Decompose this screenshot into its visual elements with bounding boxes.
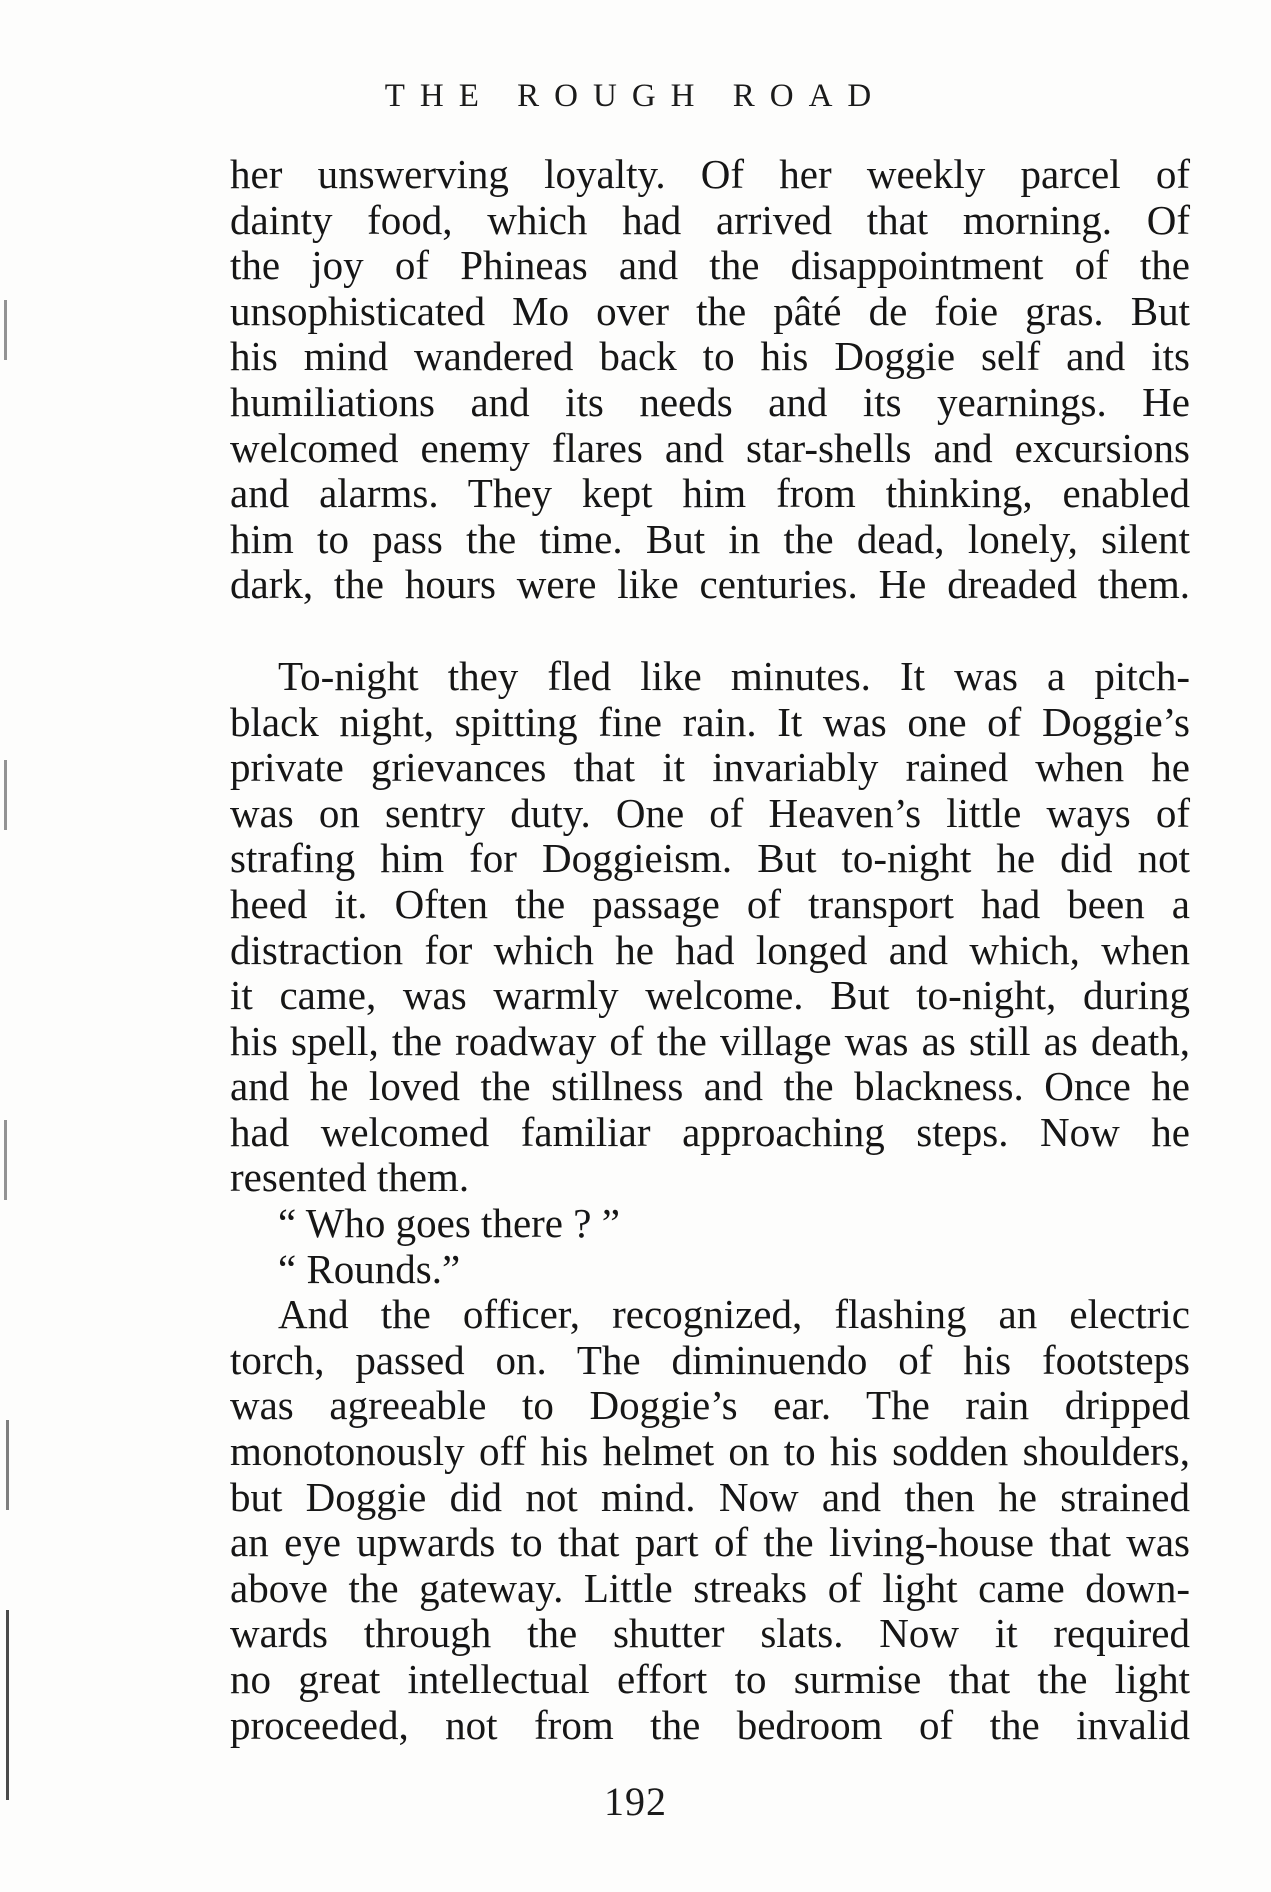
- text-line: monotonously off his helmet on to his sodden shoulders,: [230, 1428, 1190, 1475]
- scan-gutter-mark: [4, 760, 7, 830]
- text-line: distraction for which he had longed and which, when: [230, 926, 1190, 973]
- paragraph-1: [230, 152, 1190, 608]
- text-line: and he loved the stillness and the blackness. Once he: [230, 1063, 1190, 1110]
- text-line: heed it. Often the passage of transport had been a: [230, 880, 1190, 927]
- paragraph-5: [230, 1292, 1190, 1748]
- text-line: the joy of Phineas and the disappointment of the: [230, 242, 1190, 289]
- scan-gutter-mark: [4, 300, 7, 360]
- text-line: his spell, the roadway of the village was as still as death,: [230, 1017, 1190, 1064]
- text-line: dainty food, which had arrived that morning. Of: [230, 196, 1190, 243]
- text-line: And the officer, recognized, flashing an electric: [278, 1291, 1190, 1338]
- text-line: black night, spitting fine rain. It was one of Doggie’s: [230, 698, 1190, 745]
- text-line: humiliations and its needs and its yearnings. He: [230, 378, 1190, 425]
- text-line: welcomed enemy flares and star-shells and excursions: [230, 424, 1190, 471]
- text-line: his mind wandered back to his Doggie self and its: [230, 333, 1190, 380]
- text-line: no great intellectual effort to surmise that the light: [230, 1656, 1190, 1702]
- text-line: resented them.: [230, 1154, 470, 1201]
- page-number: 192: [604, 1779, 667, 1824]
- text-line: torch, passed on. The diminuendo of his footsteps: [230, 1336, 1190, 1383]
- section-break: [230, 608, 1190, 654]
- text-line: it came, was warmly welcome. But to-night, during: [230, 972, 1190, 1019]
- text-line: was agreeable to Doggie’s ear. The rain dripped: [230, 1382, 1190, 1429]
- scan-gutter-mark: [4, 1120, 7, 1200]
- text-line: proceeded, not from the bedroom of the invalid: [230, 1701, 1190, 1748]
- text-line: wards through the shutter slats. Now it required: [230, 1610, 1190, 1657]
- text-line: him to pass the time. But in the dead, lonely, silent: [230, 515, 1190, 562]
- text-line: unsophisticated Mo over the pâté de foie gras. But: [230, 287, 1190, 334]
- text-line: her unswerving loyalty. Of her weekly parcel of: [230, 151, 1190, 197]
- text-line: strafing him for Doggieism. But to-night he did not: [230, 835, 1190, 882]
- text-line: To-night they fled like minutes. It was a pitch-: [278, 652, 1190, 699]
- text-line: private grievances that it invariably rained when he: [230, 744, 1190, 791]
- text-line: but Doggie did not mind. Now and then he strained: [230, 1473, 1190, 1520]
- text-line: above the gateway. Little streaks of light came down-: [230, 1564, 1190, 1611]
- dialogue-line: “ Who goes there ? ”: [278, 1200, 620, 1247]
- running-head: THE ROUGH ROAD: [384, 78, 887, 114]
- text-line: and alarms. They kept him from thinking, enabled: [230, 470, 1190, 517]
- body-text: [230, 152, 1190, 1748]
- text-line: an eye upwards to that part of the living-house that was: [230, 1519, 1190, 1566]
- dialogue-line: “ Rounds.”: [278, 1245, 461, 1292]
- scan-gutter-mark: [6, 1610, 9, 1800]
- text-line: had welcomed familiar approaching steps. Now he: [230, 1108, 1190, 1155]
- text-line: dark, the hours were like centuries. He dreaded them.: [230, 561, 1190, 608]
- scan-gutter-mark: [6, 1420, 9, 1510]
- paragraph-2: [230, 654, 1190, 1201]
- text-line: was on sentry duty. One of Heaven’s little ways of: [230, 789, 1190, 836]
